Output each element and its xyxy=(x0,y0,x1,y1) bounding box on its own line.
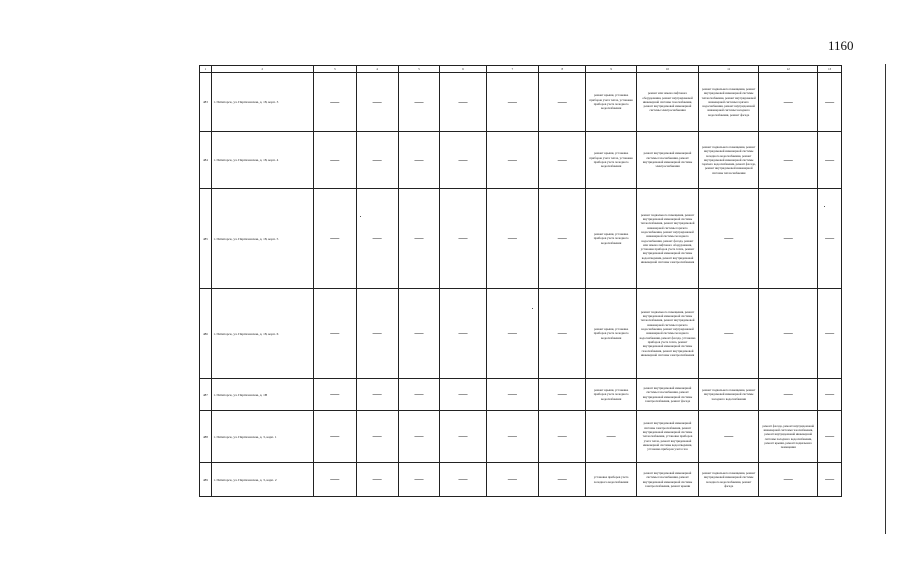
cell: ремонт крыши, установка приборов учета холодного водоснабжения xyxy=(586,189,636,289)
column-header: 5 xyxy=(398,66,440,73)
cell: — xyxy=(539,411,586,463)
cell: — xyxy=(313,411,356,463)
cell: ремонт подвального помещения, ремонт внутридомовой инженерной системы холодного водоснабжения xyxy=(699,379,759,411)
cell: — xyxy=(818,379,842,411)
cell: — xyxy=(356,379,398,411)
cell: — xyxy=(699,289,759,379)
cell: — xyxy=(539,73,586,132)
cell: ремонт подвального помещения, ремонт внутридомовой инженерной системы теплоснабжения, ремонт внутридомовой инженерной системы горячего водоснабжения, ремонт внутридомовой инженерной системы холодного водоснабжения, ремонт фасада, ремонт или замена лифтового оборудования, установка приборов учета тепла, ремонт внутридомовой инженерной системы водоотведения, ремонт внутридомовой инженерной системы электроснабжения xyxy=(636,189,698,289)
cell: — xyxy=(759,132,818,189)
page-number: 1160 xyxy=(828,38,854,53)
cell: — xyxy=(699,189,759,289)
scan-edge-line xyxy=(885,64,886,534)
row-address: г. Пятигорск, ул. Партизанская, д. 18, корп. 3 xyxy=(211,73,313,132)
row-number: 484 xyxy=(200,132,212,189)
table-row xyxy=(200,289,842,379)
column-header: 2 xyxy=(211,66,313,73)
cell: — xyxy=(440,379,486,411)
cell: — xyxy=(356,289,398,379)
cell: — xyxy=(818,132,842,189)
column-header: 3 xyxy=(313,66,356,73)
cell: установка приборов учета холодного водоснабжения xyxy=(586,463,636,497)
cell: — xyxy=(759,73,818,132)
row-number: 485 xyxy=(200,189,212,289)
cell: ремонт или замена лифтового оборудования, ремонт внутридомовой инженерной системы газоснабжения, ремонт внутридомовой инженерной системы электроснабжения xyxy=(636,73,698,132)
cell: — xyxy=(539,289,586,379)
cell: — xyxy=(539,379,586,411)
cell: — xyxy=(398,463,440,497)
cell: ремонт крыши, установка приборов учета холодного водоснабжения xyxy=(586,289,636,379)
cell: — xyxy=(356,189,398,289)
row-address: г. Пятигорск, ул. Партизанская, д. 3, корп. 1 xyxy=(211,411,313,463)
cell: — xyxy=(818,463,842,497)
cell: — xyxy=(313,289,356,379)
table-row xyxy=(200,73,842,132)
column-header: 13 xyxy=(818,66,842,73)
cell: — xyxy=(586,411,636,463)
scan-speck xyxy=(824,206,825,207)
cell: — xyxy=(486,73,539,132)
table-row xyxy=(200,463,842,497)
cell: — xyxy=(313,379,356,411)
column-header: 6 xyxy=(440,66,486,73)
cell: — xyxy=(356,463,398,497)
cell: ремонт внутридомовой инженерной системы электроснабжения, ремонт внутридомовой инженерной системы теплоснабжения, установка приборов учета тепла, ремонт внутридомовой инженерной системы водоотведения, установка приборов учета газа xyxy=(636,411,698,463)
repair-schedule-table xyxy=(199,65,842,497)
cell: — xyxy=(486,411,539,463)
cell: — xyxy=(440,73,486,132)
cell: — xyxy=(818,411,842,463)
cell: — xyxy=(486,189,539,289)
row-number: 488 xyxy=(200,411,212,463)
cell: — xyxy=(486,463,539,497)
row-address: г. Пятигорск, ул. Партизанская, д. 3, корп. 2 xyxy=(211,463,313,497)
cell: — xyxy=(440,132,486,189)
cell: — xyxy=(440,189,486,289)
cell: ремонт подвального помещения, ремонт внутридомовой инженерной системы теплоснабжения, ремонт внутридомовой инженерной системы горячего водоснабжения, ремонт внутридомовой инженерной системы холодного водоснабжения, ремонт фасада xyxy=(699,73,759,132)
column-header: 1 xyxy=(200,66,212,73)
cell: ремонт крыши, установка приборов учета тепла, установка приборов учета холодного водоснабжения xyxy=(586,73,636,132)
cell: ремонт крыши, установка приборов учета холодного водоснабжения xyxy=(586,379,636,411)
cell: — xyxy=(313,463,356,497)
row-number: 489 xyxy=(200,463,212,497)
table-row xyxy=(200,411,842,463)
table-row xyxy=(200,379,842,411)
cell: — xyxy=(759,379,818,411)
cell: — xyxy=(759,189,818,289)
cell: — xyxy=(356,132,398,189)
row-address: г. Пятигорск, ул. Партизанская, д. 1В xyxy=(211,379,313,411)
cell: — xyxy=(440,463,486,497)
column-header: 9 xyxy=(586,66,636,73)
column-header: 12 xyxy=(759,66,818,73)
cell: — xyxy=(818,73,842,132)
cell: — xyxy=(398,189,440,289)
cell: — xyxy=(539,189,586,289)
scan-speck xyxy=(532,308,533,309)
cell: ремонт внутридомовой инженерной системы газоснабжения, ремонт внутридомовой инженерной системы электроснабжения, ремонт крыши xyxy=(636,463,698,497)
cell: ремонт внутридомовой инженерной системы газоснабжения, ремонт внутридомовой инженерной системы электроснабжения xyxy=(636,132,698,189)
row-number: 487 xyxy=(200,379,212,411)
cell: — xyxy=(759,463,818,497)
cell: — xyxy=(759,289,818,379)
cell: — xyxy=(356,73,398,132)
cell: — xyxy=(818,189,842,289)
column-number-row xyxy=(200,66,842,73)
column-header: 11 xyxy=(699,66,759,73)
cell: ремонт фасада, ремонт внутридомовой инженерной системы газоснабжения, ремонт внутридомовой инженерной системы холодного водоснабжения, ремонт крыши, ремонт подвального помещения xyxy=(759,411,818,463)
cell: — xyxy=(398,289,440,379)
cell: — xyxy=(313,189,356,289)
row-address: г. Пятигорск, ул. Партизанская, д. 18, корп. 5 xyxy=(211,189,313,289)
cell: — xyxy=(398,411,440,463)
cell: — xyxy=(486,132,539,189)
cell: — xyxy=(440,411,486,463)
cell: — xyxy=(486,379,539,411)
cell: — xyxy=(539,463,586,497)
row-address: г. Пятигорск, ул. Партизанская, д. 18, корп. 6 xyxy=(211,289,313,379)
row-number: 483 xyxy=(200,73,212,132)
table-row xyxy=(200,189,842,289)
cell: ремонт подвального помещения, ремонт внутридомовой инженерной системы теплоснабжения, ремонт внутридомовой инженерной системы горячего водоснабжения, ремонт внутридомовой инженерной системы холодного водоснабжения, ремонт фасада, установка приборов учета тепла, ремонт внутридомовой инженерной системы газоснабжения, ремонт внутридомовой инженерной системы электроснабжения xyxy=(636,289,698,379)
column-header: 4 xyxy=(356,66,398,73)
cell: — xyxy=(356,411,398,463)
cell: — xyxy=(486,289,539,379)
scan-speck xyxy=(360,216,361,217)
cell: — xyxy=(313,132,356,189)
column-header: 8 xyxy=(539,66,586,73)
cell: — xyxy=(699,411,759,463)
cell: ремонт внутридомовой инженерной системы газоснабжения, ремонт внутридомовой инженерной системы электроснабжения, ремонт фасада xyxy=(636,379,698,411)
column-header: 10 xyxy=(636,66,698,73)
column-header: 7 xyxy=(486,66,539,73)
cell: ремонт подвального помещения, ремонт внутридомовой инженерной системы холодного водоснабжения, ремонт фасада xyxy=(699,463,759,497)
cell: ремонт подвального помещения, ремонт внутридомовой инженерной системы холодного водоснабжения, ремонт внутридомовой инженерной системы горячего водоснабжения, ремонт фасада, ремонт внутридомовой инженерной системы теплоснабжения xyxy=(699,132,759,189)
cell: — xyxy=(398,73,440,132)
cell: — xyxy=(398,379,440,411)
row-address: г. Пятигорск, ул. Партизанская, д. 18, корп. 4 xyxy=(211,132,313,189)
row-number: 486 xyxy=(200,289,212,379)
table-row xyxy=(200,132,842,189)
cell: — xyxy=(313,73,356,132)
cell: — xyxy=(398,132,440,189)
cell: — xyxy=(818,289,842,379)
cell: — xyxy=(539,132,586,189)
document-sheet xyxy=(199,65,842,497)
cell: — xyxy=(440,289,486,379)
cell: ремонт крыши, установка приборов учета тепла, установка приборов учета холодного водоснабжения xyxy=(586,132,636,189)
